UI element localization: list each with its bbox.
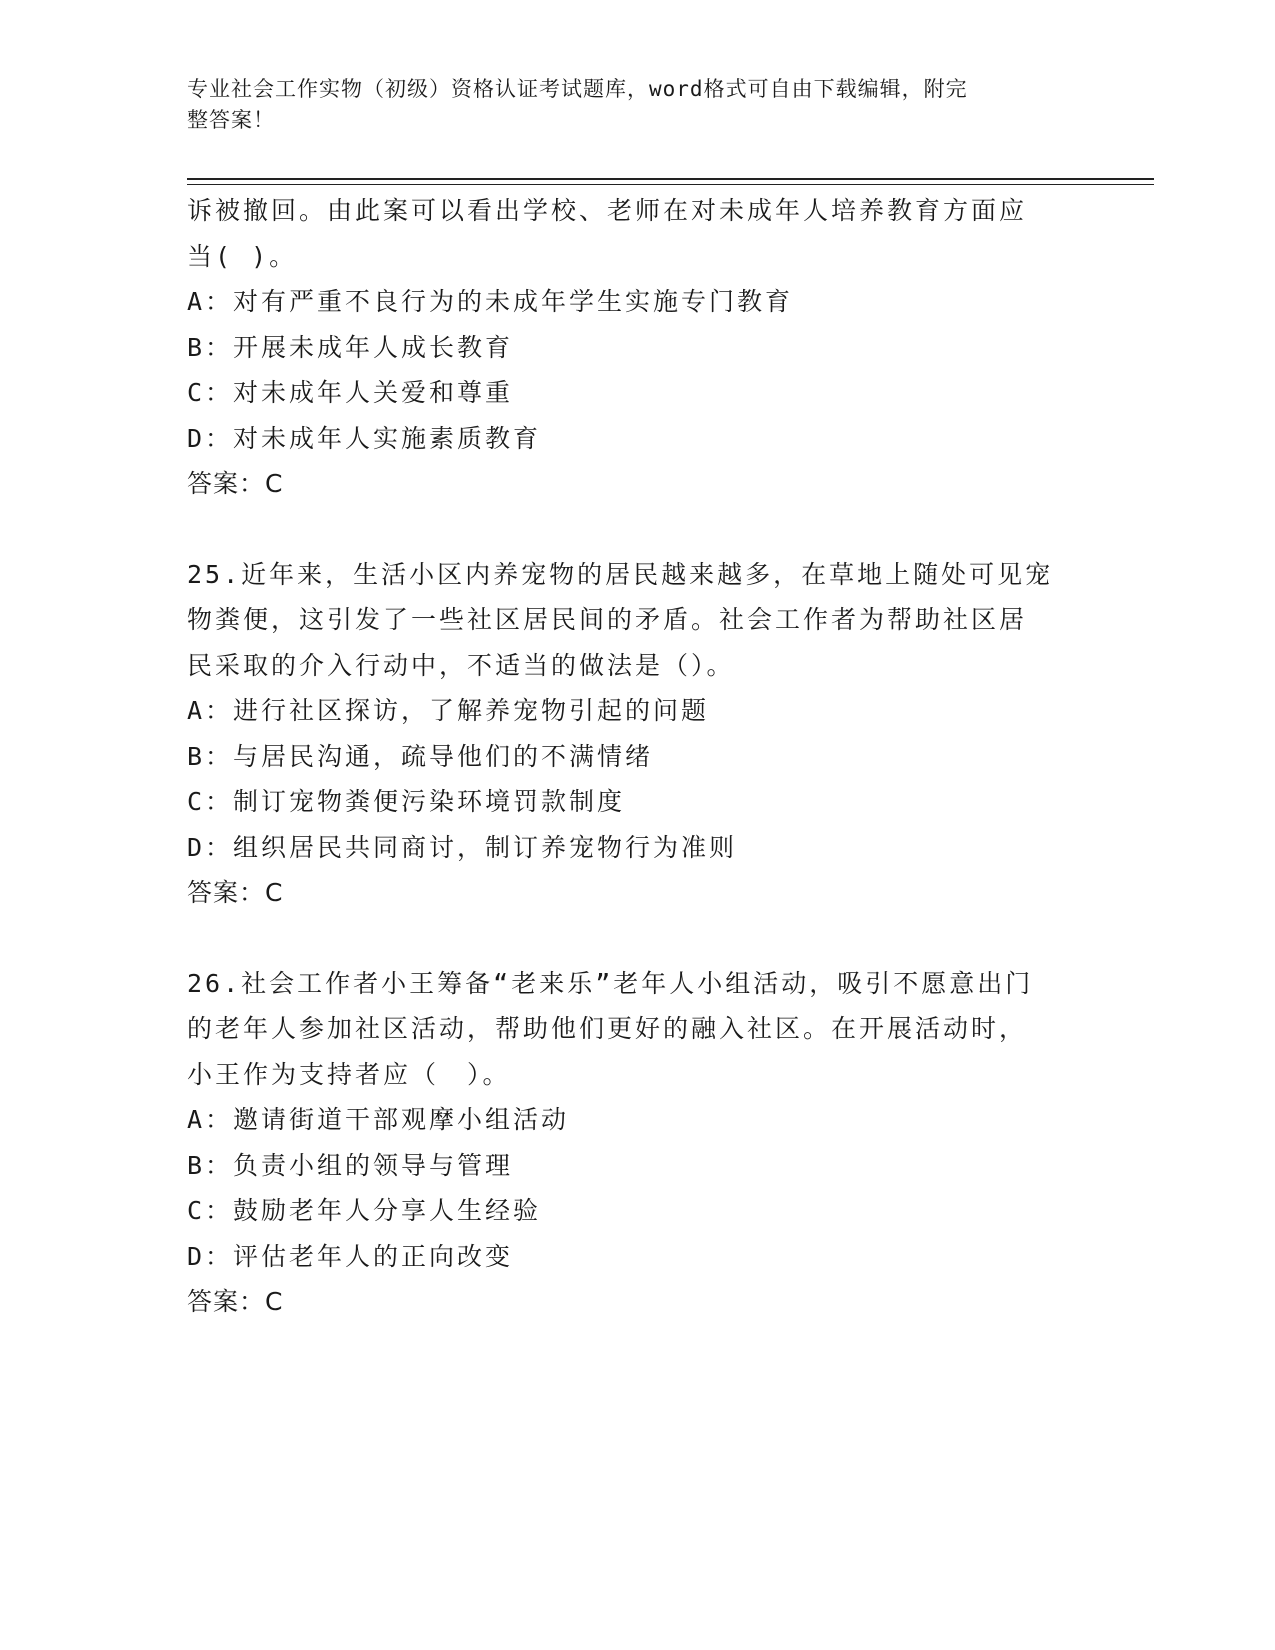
question-26 <box>187 961 1087 1325</box>
header-line-1: 专业社会工作实物（初级）资格认证考试题库，word格式可自由下载编辑，附完 <box>187 77 968 101</box>
option-a: A：对有严重不良行为的未成年学生实施专门教育 <box>187 287 794 316</box>
question-text: 26.社会工作者小王筹备“老来乐”老年人小组活动，吸引不愿意出门 <box>187 968 1034 998</box>
header-rule-top <box>187 178 1154 180</box>
question-text: 当( )。 <box>187 241 298 271</box>
option-c: C：制订宠物粪便污染环境罚款制度 <box>187 787 626 816</box>
option-a: A：邀请街道干部观摩小组活动 <box>187 1105 570 1134</box>
page-header <box>187 74 1067 136</box>
answer-line: 答案：C <box>187 1287 284 1316</box>
question-24-continued <box>187 188 1087 507</box>
question-text: 民采取的介入行动中，不适当的做法是（）。 <box>187 650 735 680</box>
document-body <box>187 188 1087 1325</box>
option-a: A：进行社区探访，了解养宠物引起的问题 <box>187 696 710 725</box>
answer-line: 答案：C <box>187 878 284 907</box>
question-text: 物粪便，这引发了一些社区居民间的矛盾。社会工作者为帮助社区居 <box>187 605 1028 634</box>
header-line-2: 整答案！ <box>187 108 275 132</box>
option-c: C：对未成年人关爱和尊重 <box>187 378 514 407</box>
question-25 <box>187 552 1087 916</box>
option-b: B：与居民沟通，疏导他们的不满情绪 <box>187 741 654 771</box>
header-rule-bottom <box>187 184 1154 185</box>
question-text: 的老年人参加社区活动，帮助他们更好的融入社区。在开展活动时， <box>187 1014 1028 1043</box>
question-text: 25.近年来，生活小区内养宠物的居民越来越多，在草地上随处可见宠 <box>187 559 1054 589</box>
option-d: D：评估老年人的正向改变 <box>187 1241 514 1271</box>
option-d: D：组织居民共同商讨，制订养宠物行为准则 <box>187 832 738 862</box>
option-b: B：开展未成年人成长教育 <box>187 332 514 362</box>
question-text: 小王作为支持者应（ ）。 <box>187 1059 511 1089</box>
answer-line: 答案：C <box>187 469 284 498</box>
question-text: 诉被撤回。由此案可以看出学校、老师在对未成年人培养教育方面应 <box>187 196 1028 225</box>
option-d: D：对未成年人实施素质教育 <box>187 423 542 453</box>
option-c: C：鼓励老年人分享人生经验 <box>187 1196 542 1225</box>
option-b: B：负责小组的领导与管理 <box>187 1150 514 1180</box>
